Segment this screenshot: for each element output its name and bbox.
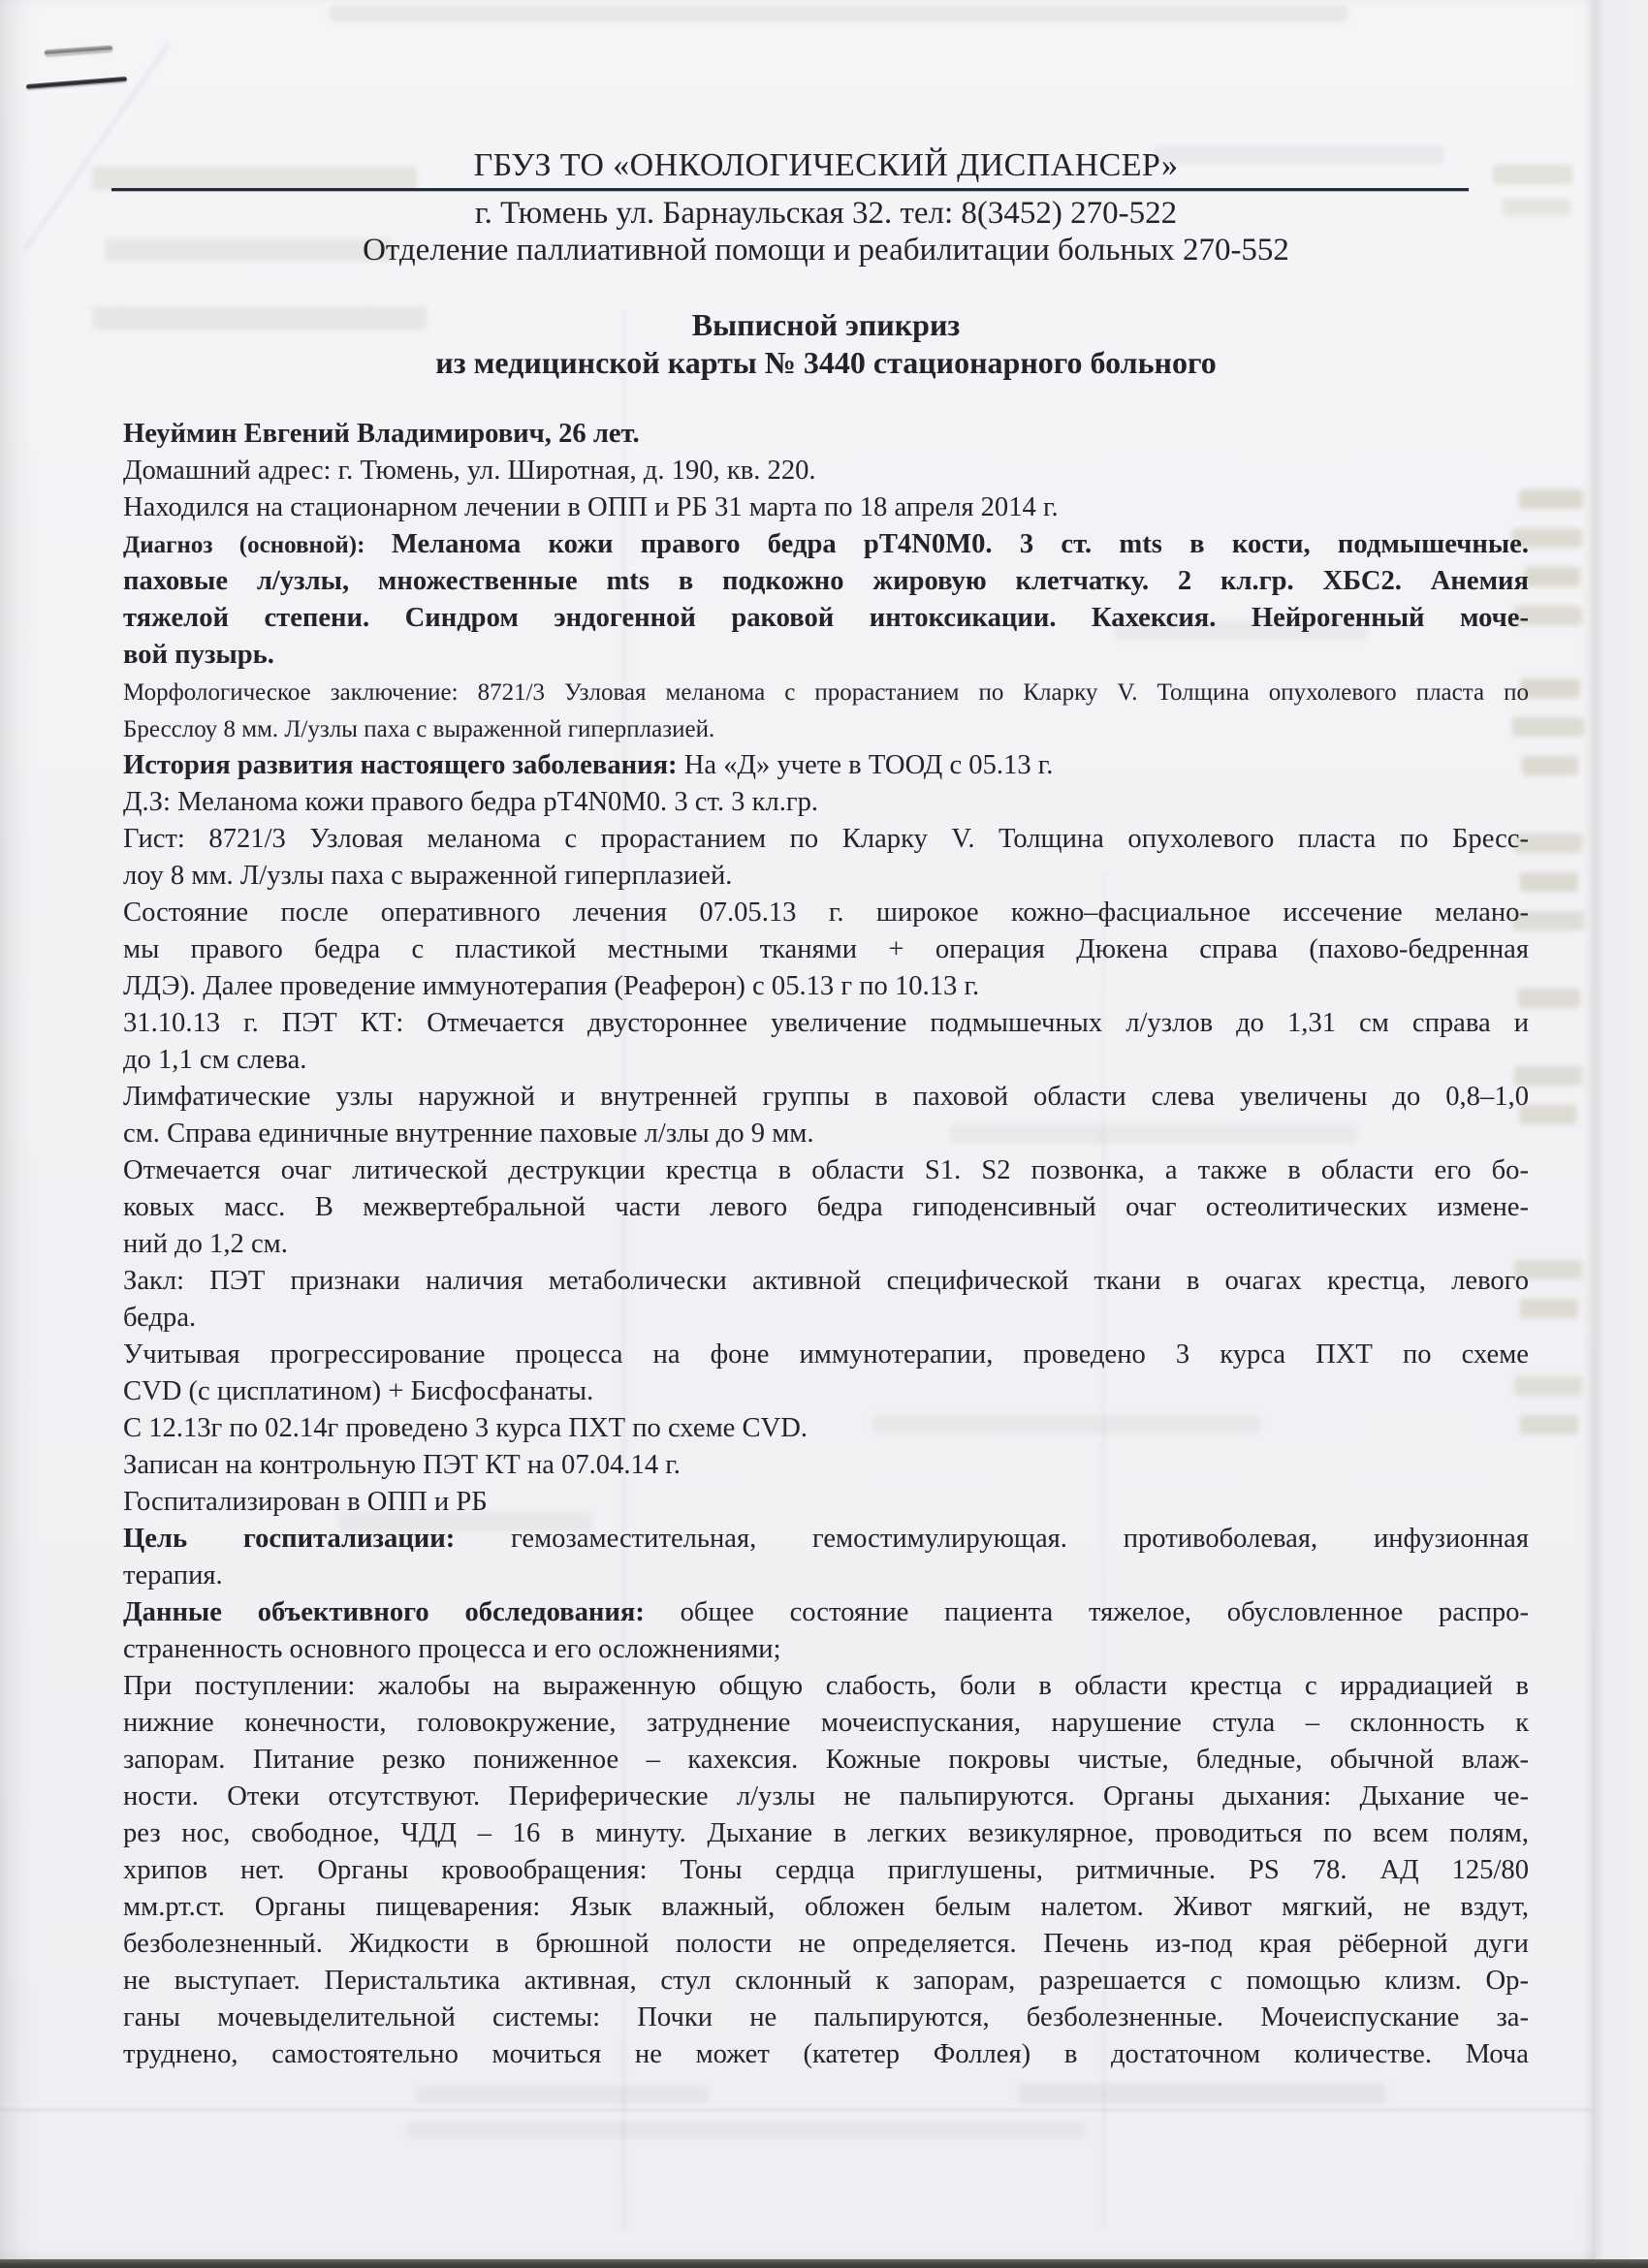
text-segment: История развития настоящего заболевания:: [123, 750, 678, 780]
document-line: [123, 600, 1529, 637]
text-segment: терапия.: [123, 1560, 223, 1591]
text-segment: гемозаместительная, гемостимулирующая. противоболевая, инфузионная: [455, 1524, 1529, 1554]
text-segment: Учитывая прогрессирование процесса на фоне иммунотерапии, проведено 3 курса ПХТ по схеме: [123, 1339, 1529, 1370]
document-line: [123, 1852, 1529, 1889]
text-segment: не выступает. Перистальтика активная, стул склонный к запорам, разрешается с помощью клизм. Ор-: [123, 1966, 1529, 1996]
document-line: [123, 1042, 1529, 1079]
document-line: [123, 1373, 1529, 1410]
document-line: [123, 784, 1529, 821]
text-segment: ний до 1,2 см.: [123, 1229, 288, 1259]
document-line: [123, 489, 1529, 526]
document-line: [123, 1558, 1529, 1594]
document-line: [123, 1116, 1529, 1152]
text-segment: Цель госпитализации:: [123, 1524, 456, 1554]
staple-top-mark: [45, 46, 112, 56]
organization-name: ГБУЗ ТО «ОНКОЛОГИЧЕСКИЙ ДИСПАНСЕР»: [473, 147, 1179, 183]
document-line: [123, 1963, 1529, 2000]
text-segment: ности. Отеки отсутствуют. Периферические л/узлы не пальпируются. Органы дыхания: Дыхание че-: [123, 1781, 1529, 1811]
paper-crease: [0, 2109, 1595, 2111]
document-line: [123, 1484, 1529, 1521]
document-line: [123, 1668, 1529, 1705]
text-segment: ковых масс. В межвертебральной части левого бедра гиподенсивный очаг остеолитических измене-: [123, 1192, 1529, 1222]
document-line: [123, 1447, 1529, 1484]
document-line: [123, 1815, 1529, 1852]
text-segment: нижние конечности, головокружение, затруднение мочеиспускания, нарушение стула – склонность к: [123, 1708, 1529, 1738]
document-line: [123, 968, 1529, 1005]
document-line: [123, 526, 1529, 563]
document-line: [123, 1521, 1529, 1558]
letterhead: [123, 147, 1529, 273]
text-segment: бедра.: [123, 1303, 197, 1333]
text-segment: ганы мочевыделительной системы: Почки не пальпируются, безболезненные. Мочеиспускание за-: [123, 2002, 1529, 2032]
text-segment: общее состояние пациента тяжелое, обусловленное распро-: [644, 1597, 1529, 1627]
text-segment: Домашний адрес: г. Тюмень, ул. Широтная, д. 190, кв. 220.: [123, 456, 816, 486]
text-segment: Бресслоу 8 мм. Л/узлы паха с выраженной гиперплазией.: [123, 716, 715, 742]
text-segment: При поступлении: жалобы на выраженную общую слабость, боли в области крестца с иррадиацией в: [123, 1671, 1529, 1701]
bleed-through-artifact: [417, 2086, 708, 2103]
document-line: [123, 1705, 1529, 1742]
text-segment: Диагноз (основной):: [123, 532, 392, 558]
document-line: [123, 1410, 1529, 1447]
document-body: [123, 416, 1529, 2073]
department-line: Отделение паллиативной помощи и реабилитации больных 270-552: [363, 233, 1289, 268]
staple-bottom-mark: [26, 77, 127, 89]
document-line: [123, 637, 1529, 674]
text-segment: хрипов нет. Органы кровообращения: Тоны сердца приглушены, ритмичные. PS 78. АД 125/80: [123, 1855, 1529, 1885]
text-segment: 31.10.13 г. ПЭТ КТ: Отмечается двустороннее увеличение подмышечных л/узлов до 1,31 см справа и: [123, 1008, 1529, 1038]
document-line: [123, 1594, 1529, 1631]
document-line: [123, 747, 1529, 784]
document-title-block: [123, 307, 1529, 385]
bleed-through-artifact: [1520, 1415, 1578, 1434]
document-line: [123, 1631, 1529, 1668]
text-segment: Неуймин Евгений Владимирович, 26 лет.: [123, 419, 640, 449]
bleed-through-artifact: [1520, 1299, 1578, 1318]
document-line: [123, 1742, 1529, 1779]
document-line: [123, 1337, 1529, 1373]
document-line: [123, 931, 1529, 968]
document-line: [123, 453, 1529, 489]
text-segment: Гист: 8721/3 Узловая меланома с прорастанием по Кларку V. Толщина опухолевого пласта по Бресс-: [123, 824, 1529, 854]
text-segment: мы правого бедра с пластикой местными тканями + операция Дюкена справа (пахово-бедренная: [123, 934, 1529, 964]
text-segment: Госпитализирован в ОПП и РБ: [123, 1487, 488, 1517]
text-segment: Отмечается очаг литической деструкции крестца в области S1. S2 позвонка, а также в области его бо-: [123, 1155, 1529, 1185]
document-line: [123, 1889, 1529, 1926]
text-segment: CVD (с цисплатином) + Бисфосфанаты.: [123, 1376, 594, 1406]
text-segment: Состояние после оперативного лечения 07.05.13 г. широкое кожно–фасциальное иссечение мелано-: [123, 898, 1529, 928]
text-segment: паховые л/узлы, множественные mts в подкожно жировую клетчатку. 2 кл.гр. ХБС2. Анемия: [123, 566, 1529, 596]
header-divider-line: [111, 188, 1469, 191]
text-segment: до 1,1 см слева.: [123, 1045, 307, 1075]
text-segment: ЛДЭ). Далее проведение иммунотерапия (Реаферон) с 05.13 г по 10.13 г.: [123, 971, 980, 1001]
text-segment: безболезненный. Жидкости в брюшной полости не определяется. Печень из-под края рёберной дуги: [123, 1929, 1529, 1959]
text-segment: страненность основного процесса и его осложнениями;: [123, 1634, 781, 1664]
document-line: [123, 1189, 1529, 1226]
text-segment: труднено, самостоятельно мочиться не может (катетер Фоллея) в достаточном количестве. Моча: [123, 2039, 1529, 2069]
bleed-through-artifact: [1524, 567, 1580, 586]
document-line: [123, 2000, 1529, 2036]
bleed-through-artifact: [407, 2123, 1086, 2138]
text-segment: Меланома кожи правого бедра рТ4N0M0. 3 ст. mts в кости, подмышечные.: [391, 529, 1529, 559]
document-line: [123, 710, 1529, 747]
document-line: [123, 1226, 1529, 1263]
text-segment: На «Д» учете в ТООД с 05.13 г.: [677, 750, 1054, 780]
text-segment: Данные объективного обследования:: [123, 1597, 645, 1627]
epicrisis-subtitle: из медицинской карты № 3440 стационарного больного: [435, 345, 1217, 380]
bleed-through-artifact: [1520, 678, 1580, 698]
epicrisis-title: Выписной эпикриз: [691, 307, 961, 342]
document-line: [123, 1926, 1529, 1963]
text-segment: вой пузырь.: [123, 640, 274, 670]
document-line: [123, 821, 1529, 858]
document-line: [123, 1779, 1529, 1815]
document-line: [123, 1005, 1529, 1042]
scanner-background-margin: [1595, 0, 1648, 2268]
text-segment: С 12.13г по 02.14г проведено 3 курса ПХТ по схеме CVD.: [123, 1413, 808, 1443]
text-segment: см. Справа единичные внутренние паховые л/злы до 9 мм.: [123, 1118, 814, 1149]
text-segment: рез нос, свободное, ЧДД – 16 в минуту. Дыхание в легких везикулярное, проводиться по всем полям,: [123, 1818, 1529, 1848]
text-segment: Морфологическое заключение: 8721/3 Узловая меланома с прорастанием по Кларку V. Толщина опухолевого пласта по: [123, 679, 1529, 706]
document-line: [123, 1300, 1529, 1337]
document-line: [123, 1079, 1529, 1116]
text-segment: тяжелой степени. Синдром эндогенной раковой интоксикации. Кахексия. Нейрогенный моче-: [123, 603, 1529, 633]
text-segment: Находился на стационарном лечении в ОПП и РБ 31 марта по 18 апреля 2014 г.: [123, 492, 1059, 522]
bleed-through-artifact: [1018, 2084, 1386, 2103]
bleed-through-artifact: [330, 6, 1347, 21]
bleed-through-artifact: [1522, 756, 1578, 775]
text-segment: мм.рт.ст. Органы пищеварения: Язык влажный, обложен белым налетом. Живот мягкий, не вздут,: [123, 1892, 1529, 1922]
text-segment: Записан на контрольную ПЭТ КТ на 07.04.14 г.: [123, 1450, 681, 1480]
document-line: [123, 895, 1529, 931]
text-segment: Закл: ПЭТ признаки наличия метаболически активной специфической ткани в очагах крестца, левого: [123, 1266, 1529, 1296]
text-segment: запорам. Питание резко пониженное – кахексия. Кожные покровы чистые, бледные, обычной влаж-: [123, 1745, 1529, 1775]
text-segment: лоу 8 мм. Л/узлы паха с выраженной гиперплазией.: [123, 861, 733, 891]
document-line: [123, 1152, 1529, 1189]
document-line: [123, 2036, 1529, 2073]
document-line: [123, 674, 1529, 710]
document-line: [123, 563, 1529, 600]
text-segment: Д.З: Меланома кожи правого бедра рТ4N0M0. 3 ст. 3 кл.гр.: [123, 787, 819, 817]
text-segment: Лимфатические узлы наружной и внутренней группы в паховой области слева увеличены до 0,8–1,0: [123, 1082, 1529, 1112]
bleed-through-artifact: [1520, 872, 1578, 892]
clinic-address-phone: г. Тюмень ул. Барнаульская 32. тел: 8(3452) 270-522: [474, 196, 1178, 231]
document-line: [123, 1263, 1529, 1300]
scan-edge-shadow: [0, 2259, 1648, 2268]
document-line: [123, 858, 1529, 895]
document-line: [123, 416, 1529, 453]
